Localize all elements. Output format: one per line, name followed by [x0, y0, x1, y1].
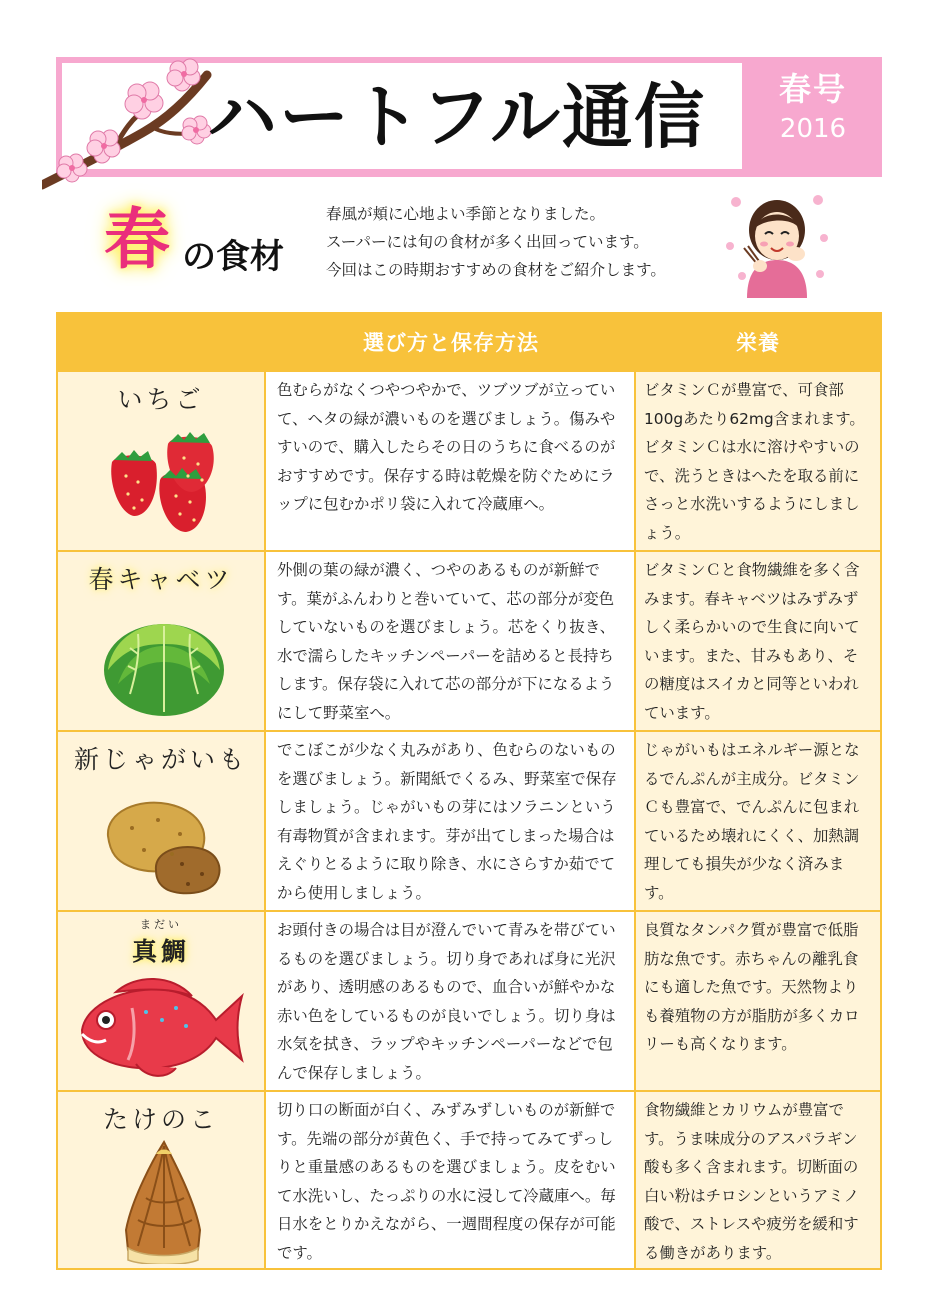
how-to-choose-text: 切り口の断面が白く、みずみずしいものが新鮮です。先端の部分が黄色く、手で持ってみてずっしりと重量感のあるものを選びましょう。皮をむいて水洗いし、たっぷりの水に浸して冷蔵庫へ。毎日水をとりかえながら、一週間程度の保存が可能です。 — [266, 1092, 636, 1268]
food-cell — [58, 552, 266, 730]
header-cell-name — [58, 314, 266, 370]
nutrition-text: ビタミンＣが豊富で、可食部100gあたり62mg含まれます。ビタミンＣは水に溶けやすいので、洗うときはへたを取る前にさっと水洗いするようにしましょう。 — [636, 372, 880, 550]
how-to-choose-text: お頭付きの場合は目が澄んでいて青みを帯びているものを選びましょう。切り身であれば身に光沢があり、透明感のあるもので、血合いが鮮やかな赤い色をしているものが良いでしょう。切り身は水気を拭き、ラップやキッチンペーパーなどで包んで保存しましょう。 — [266, 912, 636, 1090]
intro-text — [326, 200, 716, 284]
food-table — [56, 312, 882, 1270]
table-header — [58, 314, 880, 370]
how-to-choose-text: でこぼこが少なく丸みがあり、色むらのないものを選びましょう。新聞紙でくるみ、野菜室で保存しましょう。じゃがいもの芽にはソラニンという有毒物質が含まれます。芽が出てしまった場合はえぐりとるように取り除き、水にさらすか茹でてから使用しましょう。 — [266, 732, 636, 910]
intro-line: スーパーには旬の食材が多く出回っています。 — [326, 233, 649, 251]
table-row — [58, 550, 880, 730]
bamboo-shoot-icon — [98, 1138, 228, 1264]
how-to-choose-text: 色むらがなくつやつやかで、ツブツブが立っていて、ヘタの緑が濃いものを選びましょう。傷みやすいので、購入したらその日のうちに食べるのがおすすめです。保存する時は乾燥を防ぐためにラップに包むかポリ袋に入れて冷蔵庫へ。 — [266, 372, 636, 550]
issue-label — [750, 67, 876, 147]
table-row — [58, 370, 880, 550]
nutrition-text: 良質なタンパク質が豊富で低脂肪な魚です。赤ちゃんの離乳食にも適した魚です。天然物よりも養殖物の方が脂肪が多くカロリーも高くなります。 — [636, 912, 880, 1090]
food-name: たけのこ — [102, 1105, 219, 1134]
food-cell — [58, 372, 266, 550]
table-row — [58, 730, 880, 910]
smiling-woman-icon — [722, 188, 832, 298]
intro-line: 今回はこの時期おすすめの食材をご紹介します。 — [326, 261, 666, 279]
issue-year: 2016 — [779, 114, 847, 144]
section-title-spring: 春 — [104, 201, 170, 278]
food-name-ruby: まだい — [140, 918, 182, 931]
cabbage-icon — [98, 604, 228, 719]
title-box — [62, 63, 742, 169]
section-title-foods: の食材 — [182, 237, 284, 277]
food-name: 真鯛 — [131, 937, 190, 966]
intro-line: 春風が頬に心地よい季節となりました。 — [326, 205, 606, 223]
table-row — [58, 1090, 880, 1268]
newsletter-header — [56, 57, 882, 177]
nutrition-text: 食物繊維とカリウムが豊富です。うま味成分のアスパラギン酸も多く含まれます。切断面の白い粉はチロシンというアミノ酸で、ストレスや疲労を緩和する働きがあります。 — [636, 1092, 880, 1268]
how-to-choose-text: 外側の葉の緑が濃く、つやのあるものが新鮮です。葉がふんわりと巻いていて、芯の部分が変色していないものを選びましょう。芯をくり抜き、水で濡らしたキッチンペーパーを詰めると長持ちします。保存袋に入れて芯の部分が下になるようにして野菜室へ。 — [266, 552, 636, 730]
food-cell — [58, 1092, 266, 1268]
newsletter-title: ハートフル通信 — [207, 76, 707, 158]
cherry-blossom-branch-icon — [42, 55, 212, 195]
food-name: 新じゃがいも — [73, 745, 248, 774]
nutrition-text: ビタミンＣと食物繊維を多く含みます。春キャベツはみずみずしく柔らかいので生食に向いています。また、甘みもあり、その糖度はスイカと同等といわれています。 — [636, 552, 880, 730]
nutrition-text: じゃがいもはエネルギー源となるでんぷんが主成分。ビタミンＣも豊富で、でんぷんに包まれているため壊れにくく、加熱調理しても損失が少なく済みます。 — [636, 732, 880, 910]
food-name: いちご — [117, 385, 205, 414]
section-title — [100, 200, 310, 290]
strawberry-icon — [98, 424, 228, 539]
food-name: 春キャベツ — [88, 565, 234, 594]
food-cell — [58, 732, 266, 910]
table-row — [58, 910, 880, 1090]
food-cell — [58, 912, 266, 1090]
header-cell-how: 選び方と保存方法 — [363, 331, 539, 355]
potato-icon — [98, 784, 228, 899]
sea-bream-icon — [76, 968, 246, 1083]
issue-season: 春号 — [778, 70, 847, 108]
header-cell-nutrition: 栄養 — [736, 331, 780, 355]
